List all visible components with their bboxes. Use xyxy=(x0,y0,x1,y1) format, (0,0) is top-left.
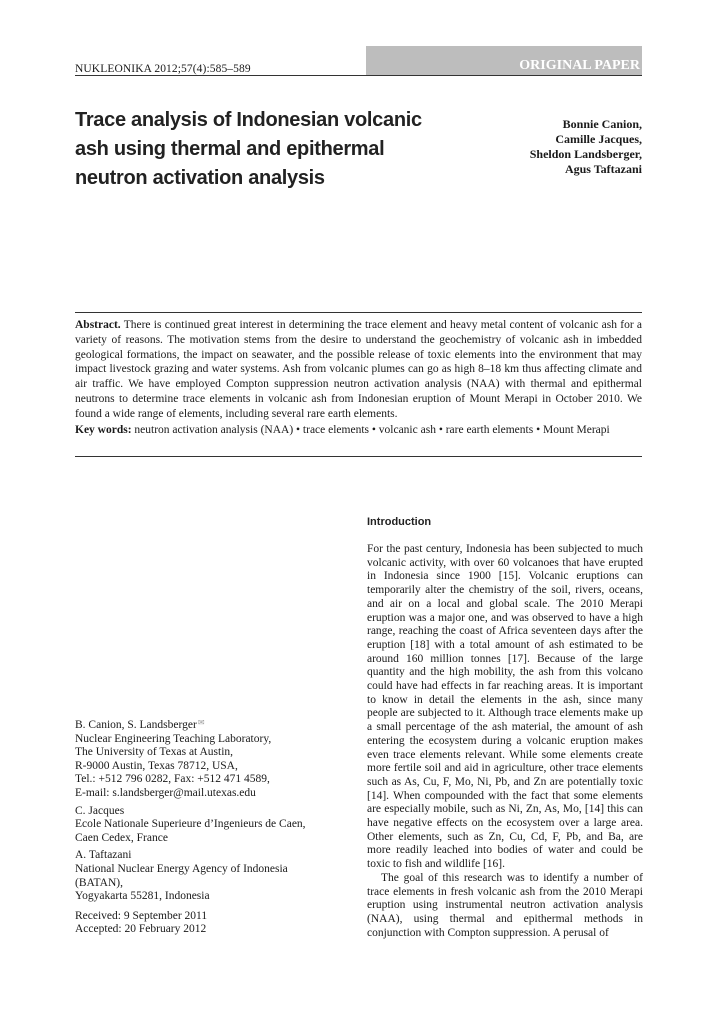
affiliation-line: Caen Cedex, France xyxy=(75,831,168,844)
affiliation-line: National Nuclear Energy Agency of Indonesia xyxy=(75,862,288,875)
accepted-date: Accepted: 20 February 2012 xyxy=(75,923,207,936)
article-type-banner: ORIGINAL PAPER xyxy=(366,46,642,75)
received-date: Received: 9 September 2011 xyxy=(75,909,208,922)
journal-reference: NUKLEONIKA 2012;57(4):585–589 xyxy=(75,63,251,75)
abstract-text: There is continued great interest in determining the trace element and heavy metal content of volcanic ash for a variety of reasons. The motivation stems from the desire to understand the geochemistry of volcanic ash in imbedded geological formations, the impact on seawater, and the possible release of toxic elements into the environment that may impact livestock grazing and water systems. Ash from volcanic plumes can go as high 8–18 km thus affecting climate and air traffic. We have employed Compton suppression neutron activation analysis (NAA) with thermal and epithermal neutrons to determine trace elements in volcanic ash from Indonesian eruption of Mount Merapi in October 2010. We found a wide range of elements, including several rare earth elements. xyxy=(75,319,642,420)
header-divider xyxy=(75,75,642,76)
affiliation-line: R-9000 Austin, Texas 78712, USA, xyxy=(75,759,238,772)
abstract-label: Abstract. xyxy=(75,319,121,331)
affiliation-block xyxy=(75,849,345,903)
author-list xyxy=(442,117,642,177)
envelope-icon: ✉ xyxy=(197,718,205,727)
affiliation-line: The University of Texas at Austin, xyxy=(75,746,234,759)
affiliation-authors: B. Canion, S. Landsberger xyxy=(75,719,197,731)
author-name: Sheldon Landsberger, xyxy=(529,147,642,161)
paragraph: The goal of this research was to identify a number of trace elements in fresh volcanic ash from the 2010 Merapi eruption using instrumental neutron activation analysis (NAA), using thermal and epithermal methods in conjunction with Compton suppression. A perusal of xyxy=(367,871,643,939)
author-name: Bonnie Canion, xyxy=(562,117,642,131)
abstract xyxy=(75,318,642,422)
affiliation-line: Nuclear Engineering Teaching Laboratory, xyxy=(75,732,272,745)
abstract-divider xyxy=(75,312,642,313)
affiliation-names xyxy=(75,716,345,733)
keywords-divider xyxy=(75,456,642,457)
author-name: Agus Taftazani xyxy=(564,162,642,176)
author-name: Camille Jacques, xyxy=(555,132,642,146)
affiliation-authors: A. Taftazani xyxy=(75,849,132,862)
email-line: E-mail: s.landsberger@mail.utexas.edu xyxy=(75,786,256,799)
paragraph: For the past century, Indonesia has been subjected to much volcanic activity, with over 60 volcanoes that have erupted in Indonesia since 1900 [15]. Volcanic eruptions can temporarily alter the chemistry of the soil, rivers, oceans, and air on a local and global scale. The 2010 Merapi eruption was a major one, and was observed to have a high range, reaching the coast of Africa seventeen days after the eruption [18] with a total amount of ash estimated to be around 160 million tonnes [17]. Because of the large quantity and the high mobility, the ash from this volcano could have had effects in far reaching areas. It is important to know in detail the elements in the ash, since many people are subjected to it. Although trace elements make up a small percentage of the ash material, the amount of ash entering the ecosystem during a volcanic eruption makes even trace elements relevant. While some elements create more fertile soil and aid in agriculture, other trace elements such as As, Cu, F, Mo, Ni, Pb, and Zn are potentially toxic [14]. When compounded with the fact that some elements are especially mobile, such as Ni, Zn, As, Mo, [14] this can have negative effects on the ecosystem over a large area. Other elements, such as Zn, Cu, Cd, F, Pb, and Ba, are more readily leached into bodies of water and could be toxic to fish and wildlife [16]. xyxy=(367,543,643,871)
submission-dates xyxy=(75,910,345,937)
affiliation-line: Tel.: +512 796 0282, Fax: +512 471 4589, xyxy=(75,773,270,786)
affiliation-authors: C. Jacques xyxy=(75,804,125,817)
affiliation-line: Ecole Nationale Superieure d’Ingenieurs de Caen, xyxy=(75,818,306,831)
keywords xyxy=(75,423,642,438)
introduction-body xyxy=(367,543,643,940)
keywords-label: Key words: xyxy=(75,424,132,436)
affiliation-block xyxy=(75,716,345,801)
affiliation-line: Yogyakarta 55281, Indonesia xyxy=(75,890,210,903)
keywords-text: neutron activation analysis (NAA) • trace elements • volcanic ash • rare earth elements • Mount Merapi xyxy=(134,424,610,436)
section-heading-introduction: Introduction xyxy=(367,516,432,528)
affiliation-line: (BATAN), xyxy=(75,876,123,889)
paper-title: Trace analysis of Indonesian volcanic ash using thermal and epithermal neutron activation analysis xyxy=(75,109,422,189)
author-affiliations xyxy=(75,716,345,937)
affiliation-block xyxy=(75,805,345,846)
